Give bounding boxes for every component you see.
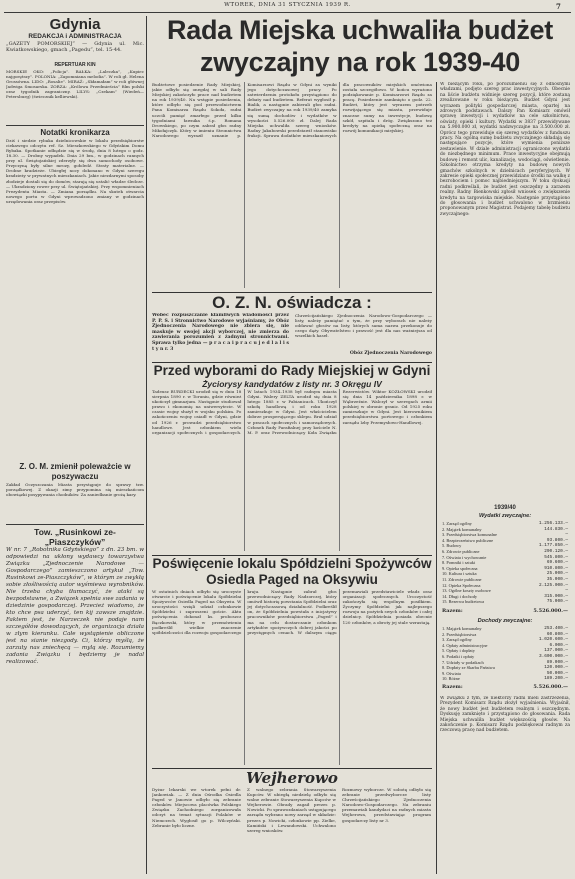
wybory-box (152, 362, 432, 553)
row-label: 7. Oświata i wychowanie (442, 554, 487, 560)
row-label: 5. Opłaty i dopłaty (442, 648, 475, 654)
wydatki-title: Wydatki zwyczajne: (478, 513, 532, 519)
wejherowo-title: Wejherowo (246, 769, 338, 787)
wydatki-total-label: Razem: (442, 608, 463, 614)
poswiecenie-box (152, 555, 432, 766)
row-value: — (565, 532, 568, 538)
redakcja-text: „GAZETY POMORSKIEJ” — Gdynia ul. Mic. Kwiatkowskiego, gmach „Pagedu”, tel. 15-44. (6, 41, 144, 53)
section-title: Gdynia (49, 16, 101, 33)
column-rule (436, 82, 437, 874)
row-value: 1.020.600.— (539, 637, 568, 643)
header-rule (4, 12, 571, 13)
zom-text: Zakład Oczyszczania Miasta przystępuje do sprawy tzw. porządkowej. Z okazji zimy przypomina się mieszkańcom obowiązki posypywania chodników. Za zaniedbanie grożą kary. (6, 481, 144, 497)
tow-text: W nr. 7 „Robotnika Gdyńskiego” z dn. 23 bm. w odpowiedzi na ukłony wydawcy towarzystwa Związku „Zjednoczenie Narodowe — Gospodarczego” zamieszczono artykuł „Tow. Rusinkowi ze-Piaszczyków”, w którym ze zwykłą sobie złośliwością autor wyśmiewa wyrobników. Nie trzeba chyba tłumaczyć, że ataki są bezpodstawne, a Związek spełnia swe zadania w dziedzinie gospodarczej. Przecież wiadomo, że kto chce psa uderzyć, ten kij zawsze znajdzie. Faktem jest, że Narzeczek nie podaje nam szczegółów dowodzących, że organizacja działa w złym kierunku. Całe wystąpienie obliczone jest na sianie niezgody. Ci, którzy myślą, że zarzuty nas zniechęcą — mylą się. Rozumiemy zadania Związku i będziemy je nadal realizować. (6, 546, 144, 665)
row-value: 75.000.— (546, 599, 568, 605)
row-label: 2. Przedsiębiorstwa (442, 631, 477, 637)
row-label: 1. Zarząd ogólny (442, 521, 472, 526)
ozn-text-b: Chrześcijańskiego Zjednoczenia Narodowo-Gospodarczego — listy, należy pamiętać o tym, że przy wyborach nie należy oddawać głosów na listy, których sama nazwa przekonuje do czego dąży. Obywatelstwo i prawość jest dla nas ważniejsza od wszelkich haseł. (295, 313, 432, 339)
wejherowo-text-a: Dyżur lekarski we wtorek pełni dr. Jankowiak. — Z dnia Ośrodka Osiedla Paged w Janowie odbyło się zebranie członków. Miejscowa placówka Polskiego Związku Zachodniego zorganizowała odczyt na temat sytuacji Polaków w Niemczech. Wygłosił go p. Wilczyński. Zebranie było liczne. (152, 787, 241, 828)
running-header (0, 2, 575, 12)
notatki-title: Notatki kronikarza (40, 127, 110, 137)
row-label: 1. Majątek komunalny (442, 626, 482, 631)
page-number: 7 (556, 2, 561, 11)
row-label: 4. Opłaty administracyjne (442, 642, 488, 648)
row-label: 11. Zdrowie publiczne (442, 576, 482, 582)
row-value: 144.830.— (544, 526, 568, 532)
row-value: 253.400.— (544, 626, 568, 631)
after-table-text: W związku z tym, że niektórzy radni mieli zastrzeżenia, Prezydent Komisarz Rządu złożył wyjaśnienia. Wyjaśnił, że nowy budżet jest budżetem realnym i oszczędnym. Dyskusję zamknięto i przystąpiono do głosowania. Rada Miejska uchwaliła budżet większością głosów. Na zakończenie p. Komisarz Rządu podziękował radnym za rzeczową pracę nad budżetem. (440, 696, 570, 734)
row-label: 13. Ogólne koszty osobowe (442, 588, 491, 594)
dochody-table (442, 626, 568, 682)
wybory-title: Przed wyborami do Rady Miejskiej w Gdyni (153, 363, 431, 378)
divider (6, 524, 144, 525)
wejherowo-box (152, 768, 432, 875)
row-label: 14. Długi i dochody (442, 593, 478, 599)
row-label: 15. Rezerwa budżetowa (442, 599, 485, 605)
row-label: 4. Bezpieczeństwo publiczne (442, 537, 494, 543)
row-label: 2. Majątek komunalny (442, 526, 482, 532)
wejherowo-text-c: Rozmowy wyborcze. W sobotę odbyło się zebranie przedwyborcze listy Chrześcijańskiego Zjednoczenia Narodowo-Gospodarczego. Na zebraniu przemawiali kandydaci na radnych miasta Wejherowa, przedstawiając program gospodarczy listy nr 3. (342, 787, 431, 823)
row-value: 50.000.— (546, 670, 568, 676)
wejherowo-text-b: Z walnego zebrania Stowarzyszenia Kupców. W ubiegłą niedzielę odbyło się walne zebranie Stowarzyszenia Kupców w Wejherowie. Obrady zagaił prezes p. Nowicki. Po sprawozdaniach ustępującego zarządu wybrano nowy zarząd w składzie: prezes p. Nowicki, członkowie pp. Zielke, Kamiński i Lewandowski. Uchwalono szereg wniosków. (247, 787, 336, 833)
row-value: 137.000.— (544, 648, 568, 654)
column-rule (146, 16, 147, 874)
row-value: 89.000.— (546, 659, 568, 665)
row-label: 9. Oświata (442, 670, 461, 676)
wydatki-total (442, 608, 568, 614)
row-value: 93.800.— (546, 537, 568, 543)
ozn-box (152, 292, 432, 361)
row-value: 1.177.850.— (539, 543, 568, 549)
wydatki-table (442, 521, 568, 605)
wydatki-total-value: 5.526.000.— (533, 608, 568, 614)
row-value: 3.600.000.— (539, 653, 568, 659)
left-column (6, 16, 144, 874)
repertuar-text: MORSKIE OKO: „Policja”. BAŁKA: „Laleczka”, „Kupiec najgorętszy”. POLONIA: „Zapomniana melodia”. W roli gł. Helena Grossówna. LIDO: „Rosalie”. MIRAŻ: „Skłamałam” w roli głównej Jadwiga Smosarska. ZORZA: „Królowa Przedmieścia” film polski oraz tygodnik zagraniczny. LILYS: „Czekam” (Wiedeń—Petersburg) (świecznik kelliewski). (6, 69, 144, 100)
table-row (442, 676, 568, 682)
redakcja-title: REDAKCJA i ADMINISTRACJA (28, 33, 122, 40)
row-label: 3. Zarząd ogólny (442, 637, 472, 643)
row-value: 315.000.— (544, 593, 568, 599)
row-label: 9. Opieka społeczna (442, 565, 478, 571)
row-label: 8. Pomniki i sztuki (442, 560, 476, 566)
dochody-total (442, 684, 568, 690)
row-value: 60.800.— (546, 631, 568, 637)
table-title: 1939/40 (494, 505, 516, 511)
right-text: W bieżącym roku, po porozumieniu się z odnośnymi władzami, podjęto szereg prac inwestycyjnych. Obecnie na liście budżetu widnieje szereg pozycji, które zostaną zrealizowane w roku bieżącym. Budżet Gdyni jest wyrazem polityki gospodarczej miasta, opartej na zdrowych podstawach. Dalszy Pan Komisarz omówił sprawę inwestycji i wydatków na cele szkolnictwa, oświaty, opieki i kultury. Wydatki w 3837 przewidywane na 5.900.000 zł, wydatki nadzwyczajne na 3.500.000 zł. Oprócz tego przewiduje się szereg wydatków z funduszu pracy. Na ogólną sumę budżetu zwyczajnego składają się następujące pozycje, które wymienia poniższe zestawienie. W dziale administracji ograniczono wydatki do niezbędnego minimum. Prace inwestycyjne obejmują budowę i remont ulic, kanalizację, wodociągi, oświetlenie. Szkolnictwo otrzyma kredyty na budowę nowych gmachów szkolnych w dzielnicach peryferyjnych. W zakresie opieki społecznej przewidziano środki na walkę z bezrobociem i pomoc najbiedniejszym. W toku dyskusji radni podkreślali, że budżet jest oszczędny a zarazem realny. Radny Bienkowski zgłosił wniosek o zwiększenie kredytu na targowiska miejskie. Następnie przystąpiono do głosowania i budżet uchwalono w brzmieniu proponowanym przez Magistrat. Podajemy tabelę budżetu zwyczajnego: (440, 82, 570, 217)
zom-title: Z. O. M. zmienił poleważcie w poszywaczu (19, 461, 131, 481)
dochody-total-value: 5.526.000.— (533, 684, 568, 690)
row-value: 69.600.— (546, 560, 568, 566)
row-value: 120.000.— (544, 665, 568, 671)
row-value: 545.800.— (544, 554, 568, 560)
row-label: 12. Opieka Społeczna (442, 582, 481, 588)
repertuar-title: REPERTUAR KIN (54, 62, 96, 68)
ozn-text-a: Wobec rozpuszczanie kłamliwych wiadomości przez P. P. S. i Stronnictwo Narodowe wyjaśniamy, że Obóz Zjednoczenia Narodowego nie zbiera się, nie maskuje w swojej akcji wyborczej, nie zmierza do zawierania porozumień z żadnymi stronnictwami. Sprawa tylko jedna — p r a c a i p r a c u j e d l a l i s t y n r. 3 (152, 313, 289, 352)
ozn-title: O. Z. N. oświadcza : (212, 293, 372, 312)
poswiecenie-text: W ostatnich dniach odbyło się uroczyste otwarcie i poświęcenie lokalu Spółdzielni Spożywców Osiedla Paged na Oksywiu. W uroczystości wzięli udział członkowie Spółdzielni i zaproszeni goście. Aktu poświęcenia dokonał ks. proboszcz Bączkowski, który w przemówieniu podkreślił wielkie znaczenie spółdzielczości dla rozwoju gospodarczego kraju. Następnie zabrał głos przewodniczący Rady Nadzorczej, który omówił historię powstania Spółdzielni oraz jej dotychczasową działalność. Podkreślił on, że Spółdzielnia powstała z inicjatywy pracowników przedsiębiorstwa „Paged” i ma na celu dostarczanie członkom artykułów spożywczych dobrej jakości po przystępnych cenach. W dalszym ciągu przemawiali przedstawiciele władz oraz organizacji społecznych. Uroczystość zakończyła się wspólnym posiłkiem. Życzymy Spółdzielni jak najlepszego rozwoju na pożytek swych członków i całej dzielnicy. Spółdzielnia posiada obecnie 120 członków, a obroty jej stale wzrastają. (152, 589, 432, 635)
poswiecenie-title: Poświęcenie lokalu Spółdzielni Spożywców Osiedla Paged na Oksywiu (152, 556, 432, 587)
row-label: 8. Dopłaty ze Skarbu Państwa (442, 665, 495, 671)
budget-text: Budżetowe posiedzenie Rady Miejskiej, jakie odbyło się onegdaj w sali Rady Miejskiej zakończyło prace nad budżetem na rok 1939/40. Na wstępie posiedzenia, które odbyło się pod przewodnictwem Pana Komisarza Rządu Sokoła, radni uczcili pamięć zmarłego przed kilku tygodniami ławnika ś.p. Romana Drowskiego, po czym zabrał głos radny Mikołajczyk. Który w imieniu Stronnictwa Narodowego wyraził uznanie p. Komisarzowi Rządu w Gdyni za wyniki jego dotychczasowej pracy. Po zatwierdzeniu protokołu przystąpiono do debaty nad budżetem. Referat wygłosił p. Bialik, a następnie zabierali głos radni. Budżet zwyczajny na rok 1939/40 zamyka się sumą dochodów i wydatków w wysokości 5.526.000 zł. Dalej Rada Miejska uchwaliła szereg wniosków. Radny Jakubowski przedstawił stanowisko frakcji. Sprawa dodatków mieszkaniowych dla pracowników miejskich omówiona została szczegółowo. W końcu wyrażono podziękowanie p. Komisarzowi Rządu za pracę. Posiedzenie zamknięto o godz. 22. Budżet, który jest wyrazem potrzeb rozwijającego się miasta, przewiduje znaczne sumy na inwestycje, budowę szkół, szpitala i dróg. Zwiększono też kredyty na opiekę społeczną oraz na rozwój komunikacji miejskiej. (152, 82, 432, 138)
row-label: 6. Podatki i opłaty (442, 653, 475, 659)
row-value: 35.000.— (546, 576, 568, 582)
wybory-subtitle: Życiorysy kandydatów z listy nr. 3 Okręgu IV (202, 379, 382, 389)
notatki-text: Dziś i siedzie rybaka dzielnicowskie w lokalu przedsiębiorstw ciekawego odczytu ref. Sz. Mieszkowskiego w Gdyńskim Domu Rybaka. Spotkanie odbędzie się w środę, dnia 8 lutego o godz. 18.30. — Drobny wypadek. Dnia 29 bm., w godzinach rannych przy ul. Świętojańskiej zderzyły się dwa samochody osobowe. Przyczyną były silne mrozy, gołoledź. Straty materialne. — Drobne kradzieże. Ubiegłej nocy dokonano w Gdyni szeregu kradzieży w prywatnych mieszkaniach. Jakie niezdarnymi sposoby złodzieje dostali się do domów, starają się ustalić władze śledcze. — Ukradziony rower przy ul. Świętojańskiej. Przy wspomnieniach Prezydenta Miasta. — Zmiana porządku. Na skutek otwarcia nowego portu w Gdyni wprowadzono zmiany w godzinach urzędowania oraz przepisów. (6, 137, 144, 204)
row-value: 6.000.— (549, 642, 568, 648)
row-value: 25.000.— (546, 571, 568, 577)
dochody-total-label: Razem: (442, 684, 463, 690)
ozn-signature: Obóz Zjednoczenia Narodowego (349, 351, 432, 356)
row-label: 6. Zdrowie publiczne (442, 548, 480, 554)
row-label: 7. Udziały w podatkach (442, 659, 484, 665)
row-value: 2.125.000.— (539, 582, 568, 588)
row-value: 910.800.— (544, 565, 568, 571)
dochody-title: Dochody zwyczajne: (477, 618, 533, 624)
wybory-text: Tadeusz BURDECKI urodził się w dniu 18 sierpnia 1890 r. w Toruniu, gdzie również ukończył gimnazjum. Następnie studiował prawo i ekonomię na uniwersytecie. W czasie wojny służył w wojsku polskim. Po zakończeniu wojny osiadł w Gdyni, gdzie od 1926 r. prowadzi przedsiębiorstwo handlowe. Jest członkiem wielu organizacji społecznych i gospodarczych. W latach 1934–1938 był radnym miasta Gdyni. Walery ZELTA urodził się dnia 8 lutego 1885 r. w Pabianicach. Ukończył szkołę handlową i od roku 1928 zamieszkuje w Gdyni. Jest właścicielem dobrze prosperującego sklepu. Brał udział w pracach społecznych i samorządowych. Członek Rady Parafialnej przy kościele N. M. P. oraz Przewodniczący Koła Związku Rezerwistów. Wiktor KOZŁOWSKI urodził się dnia 14 października 1898 r. w Wąbrzeźnie. Walczył w szeregach armii polskiej w obronie granic. Od 1925 roku zamieszkuje w Gdyni. Jest kierownikiem przedsiębiorstwa portowego i członkiem zarządu Izby Przemysłowo-Handlowej. (152, 389, 432, 435)
row-value: — (565, 588, 568, 594)
row-label: 10. Różne (442, 676, 460, 682)
row-label: 10. Kultura i sztuka (442, 571, 477, 577)
row-label: 5. Budowy (442, 543, 462, 549)
table-row (442, 599, 568, 605)
row-value: 1.256.133.— (539, 521, 568, 526)
main-headline (152, 14, 568, 80)
divider (6, 125, 144, 126)
running-title: WTOREK, DNIA 31 STYCZNIA 1939 R. (224, 2, 351, 8)
row-value: 290.120.— (544, 548, 568, 554)
row-value: 189.200.— (544, 676, 568, 682)
row-label: 3. Przedsiębiorstwa komunalne (442, 532, 497, 538)
main-headline-text: Rada Miejska uchwaliła budżet zwyczajny na rok 1939-40 (167, 15, 553, 77)
tow-title: Tow. „Rusinkowi ze-„Piaszczyków” (34, 526, 116, 547)
